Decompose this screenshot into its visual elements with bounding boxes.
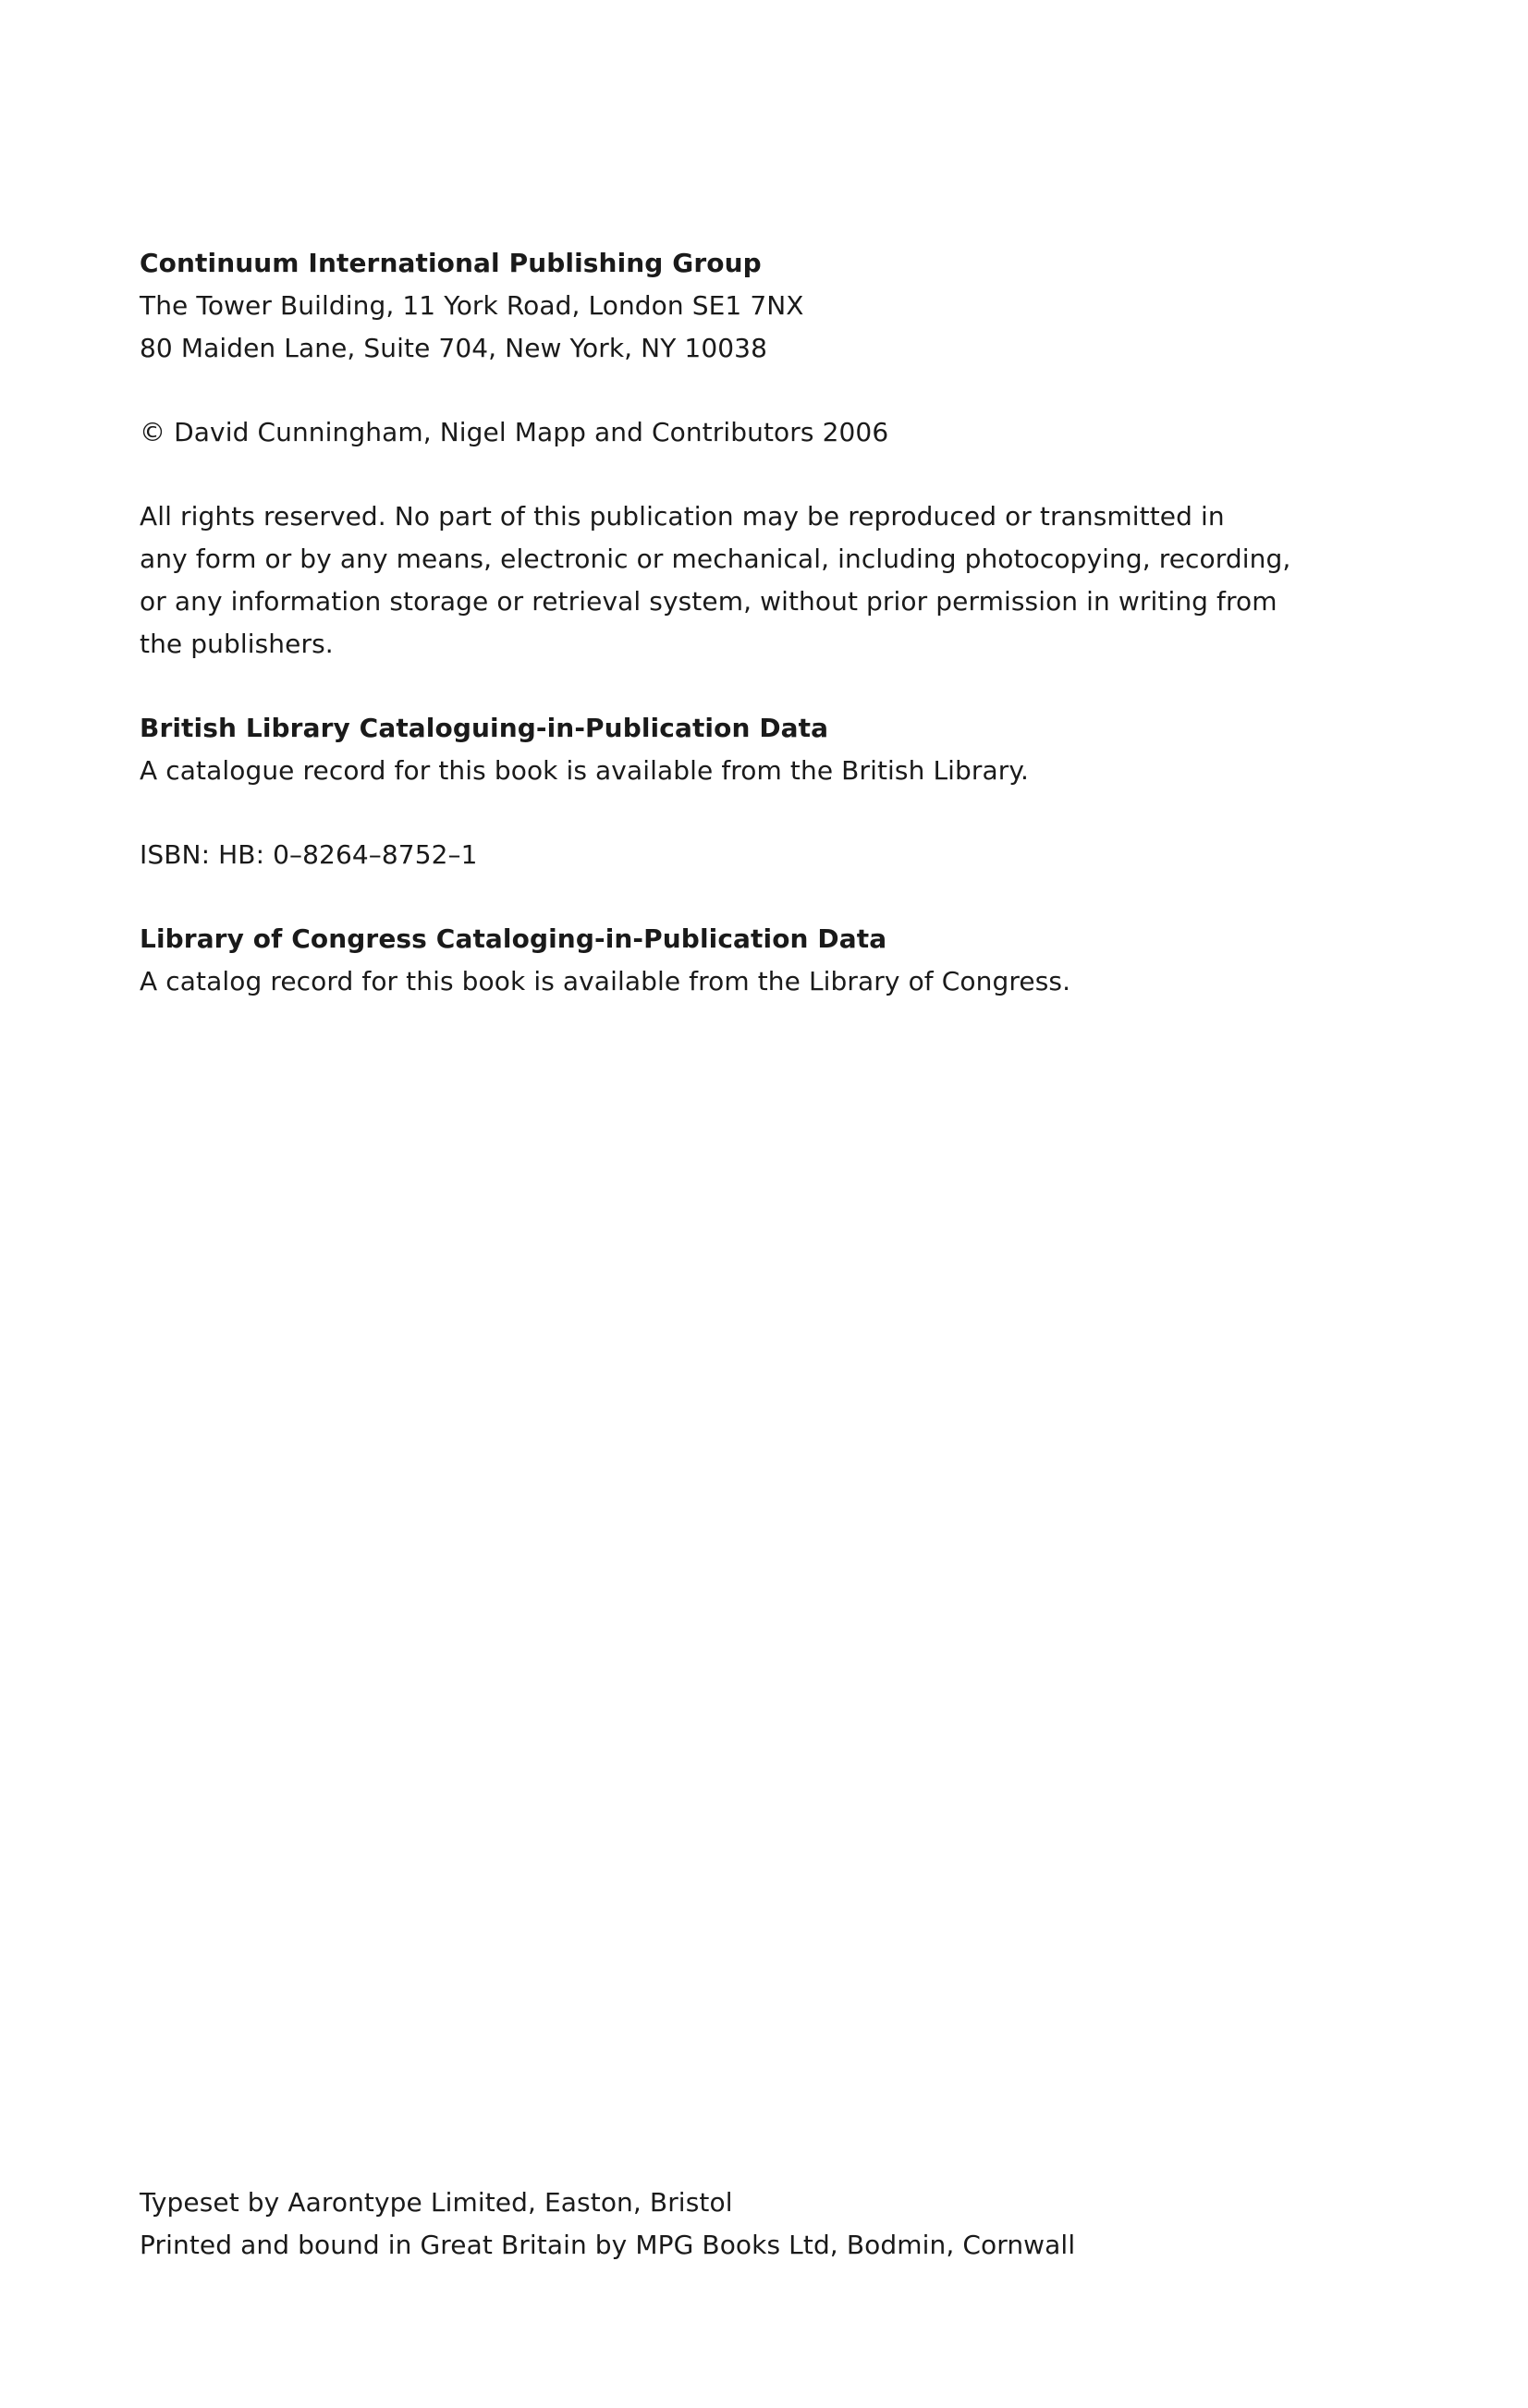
british-library-block [140,707,1249,792]
isbn-block [140,834,1249,876]
rights-line-4: the publishers. [140,629,334,659]
publisher-address-uk: The Tower Building, 11 York Road, London SE1 7NX [140,290,804,321]
copyright-notice: © David Cunningham, Nigel Mapp and Contributors 2006 [140,417,889,447]
printed-credit: Printed and bound in Great Britain by MPG Books Ltd, Bodmin, Cornwall [140,2230,1076,2260]
publisher-block [140,242,1249,370]
rights-line-2: any form or by any means, electronic or mechanical, including photocopying, recording, [140,544,1291,574]
publisher-address-us: 80 Maiden Lane, Suite 704, New York, NY 10038 [140,333,767,363]
library-of-congress-heading: Library of Congress Cataloging-in-Publication Data [140,923,887,954]
rights-block [140,495,1291,666]
british-library-text: A catalogue record for this book is available from the British Library. [140,755,1030,786]
library-of-congress-text: A catalog record for this book is available from the Library of Congress. [140,966,1071,996]
isbn: ISBN: HB: 0–8264–8752–1 [140,839,478,870]
copyright-block [140,411,1249,454]
rights-line-3: or any information storage or retrieval system, without prior permission in writing from [140,586,1277,617]
printer-block [140,2182,1249,2267]
british-library-heading: British Library Cataloguing-in-Publication Data [140,713,829,743]
library-of-congress-block [140,918,1249,1003]
publisher-name: Continuum International Publishing Group [140,248,762,278]
typeset-credit: Typeset by Aarontype Limited, Easton, Bristol [140,2187,733,2218]
rights-line-1: All rights reserved. No part of this publication may be reproduced or transmitted in [140,501,1225,532]
